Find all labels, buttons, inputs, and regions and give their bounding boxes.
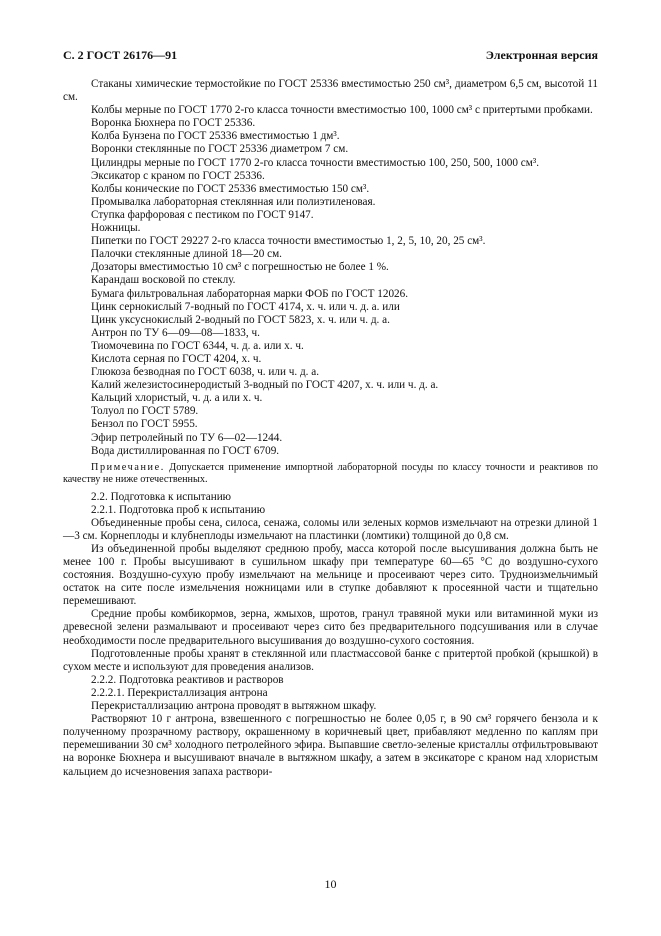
equipment-item: Антрон по ТУ 6—09—08—1833, ч. bbox=[91, 326, 260, 339]
equipment-item: Кислота серная по ГОСТ 4204, х. ч. bbox=[91, 352, 262, 365]
section-heading: 2.2.1. Подготовка проб к испытанию bbox=[91, 503, 266, 516]
document-body bbox=[63, 78, 598, 779]
paragraph: Средние пробы комбикормов, зерна, жмыхов, шротов, гранул травяной муки или витаминной муки из древесной зелени размалывают и просеивают через сито без предварительного подсушивания или в случае необходимости после предварительного высушивания до воздушно-сухого состояния. bbox=[63, 608, 598, 647]
equipment-item: Воронки стеклянные по ГОСТ 25336 диаметром 7 см. bbox=[91, 143, 349, 156]
equipment-item: Тиомочевина по ГОСТ 6344, ч. д. а. или х. ч. bbox=[91, 339, 304, 352]
equipment-item: Палочки стеклянные длиной 18—20 см. bbox=[91, 248, 282, 261]
header-edition: Электронная версия bbox=[485, 48, 598, 62]
note-text: Допускается применение импортной лабораторной посуды по классу точности и реактивов по качеству не ниже отечественных. bbox=[63, 461, 598, 486]
equipment-item: Карандаш восковой по стеклу. bbox=[91, 274, 236, 287]
equipment-item: Цилиндры мерные по ГОСТ 1770 2-го класса точности вместимостью 100, 250, 500, 1000 см³. bbox=[91, 156, 539, 169]
paragraph: Подготовленные пробы хранят в стеклянной или пластмассовой банке с притертой пробкой (крышкой) в сухом месте и используют для проведения анализов. bbox=[63, 647, 598, 673]
equipment-item: Стаканы химические термостойкие по ГОСТ 25336 вместимостью 250 см³, диаметром 6,5 см, высотой 11 см. bbox=[63, 78, 598, 104]
equipment-item: Бумага фильтровальная лабораторная марки ФОБ по ГОСТ 12026. bbox=[91, 287, 409, 300]
equipment-item: Кальций хлористый, ч. д. а или х. ч. bbox=[91, 392, 263, 405]
equipment-item: Глюкоза безводная по ГОСТ 6038, ч. или ч. д. а. bbox=[91, 366, 320, 379]
equipment-item: Цинк уксуснокислый 2-водный по ГОСТ 5823, х. ч. или ч. д. а. bbox=[91, 313, 390, 326]
paragraph: Из объединенной пробы выделяют среднюю пробу, масса которой после высушивания должна быть не менее 100 г. Пробы высушивают в сушильном шкафу при температуре 60—65 °С до воздушно-сухого состояния. Воздушно-сухую пробу измельчают на мельнице и просеивают через сито. Трудноизмельчимый остаток на сите после измельчения ножницами или в ступке добавляют к просеянной части и тщательно перемешивают. bbox=[63, 542, 598, 608]
equipment-item: Вода дистиллированная по ГОСТ 6709. bbox=[91, 444, 280, 457]
equipment-item: Цинк сернокислый 7-водный по ГОСТ 4174, х. ч. или ч. д. а. или bbox=[91, 300, 400, 313]
equipment-item: Ножницы. bbox=[91, 222, 141, 235]
page-number: 10 bbox=[324, 877, 337, 891]
equipment-item: Толуол по ГОСТ 5789. bbox=[91, 405, 199, 418]
equipment-item: Колбы конические по ГОСТ 25336 вместимостью 150 см³. bbox=[91, 182, 370, 195]
equipment-item: Пипетки по ГОСТ 29227 2-го класса точности вместимостью 1, 2, 5, 10, 20, 25 см³. bbox=[91, 235, 486, 248]
equipment-item: Колбы мерные по ГОСТ 1770 2-го класса точности вместимостью 100, 1000 см³ с притертыми пробками. bbox=[91, 104, 593, 117]
equipment-item: Эксикатор с краном по ГОСТ 25336. bbox=[91, 169, 265, 182]
equipment-item: Дозаторы вместимостью 10 см³ с погрешностью не более 1 %. bbox=[91, 261, 389, 274]
equipment-item: Ступка фарфоровая с пестиком по ГОСТ 9147. bbox=[91, 208, 314, 221]
section-heading: 2.2.2.1. Перекристаллизация антрона bbox=[91, 686, 268, 699]
note bbox=[63, 462, 598, 487]
paragraph: Перекристаллизацию антрона проводят в вытяжном шкафу. bbox=[91, 700, 377, 713]
section-heading: 2.2. Подготовка к испытанию bbox=[91, 490, 232, 503]
paragraph: Объединенные пробы сена, силоса, сенажа, соломы или зеленых кормов измельчают на отрезки длиной 1—3 см. Корнеплоды и клубнеплоды измельчают на пластинки (ломтики) толщиной до 0,8 см. bbox=[63, 516, 598, 542]
equipment-item: Промывалка лабораторная стеклянная или полиэтиленовая. bbox=[91, 195, 376, 208]
paragraph: Растворяют 10 г антрона, взвешенного с погрешностью не более 0,05 г, в 90 см³ горячего бензола и к полученному прозрачному раствору, окрашенному в коричневый цвет, прибавляют медленно по каплям при перемешивании 30 см³ холодного петролейного эфира. Выпавшие светло-зеленые кристаллы отфильтровывают на воронке Бюхнера и высушивают вначале в вытяжном шкафу, а затем в эксикаторе с краном над хлористым кальцием до исчезновения запаха раствори- bbox=[63, 713, 598, 778]
equipment-item: Бензол по ГОСТ 5955. bbox=[91, 418, 198, 431]
header-standard-ref: С. 2 ГОСТ 26176—91 bbox=[63, 48, 178, 62]
note-label: Примечание. bbox=[91, 461, 165, 473]
equipment-item: Колба Бунзена по ГОСТ 25336 вместимостью 1 дм³. bbox=[91, 130, 340, 143]
equipment-item: Воронка Бюхнера по ГОСТ 25336. bbox=[91, 117, 256, 130]
section-heading: 2.2.2. Подготовка реактивов и растворов bbox=[91, 673, 284, 686]
equipment-item: Эфир петролейный по ТУ 6—02—1244. bbox=[91, 431, 283, 444]
equipment-item: Калий железистосинеродистый 3-водный по ГОСТ 4207, х. ч. или ч. д. а. bbox=[91, 379, 439, 392]
